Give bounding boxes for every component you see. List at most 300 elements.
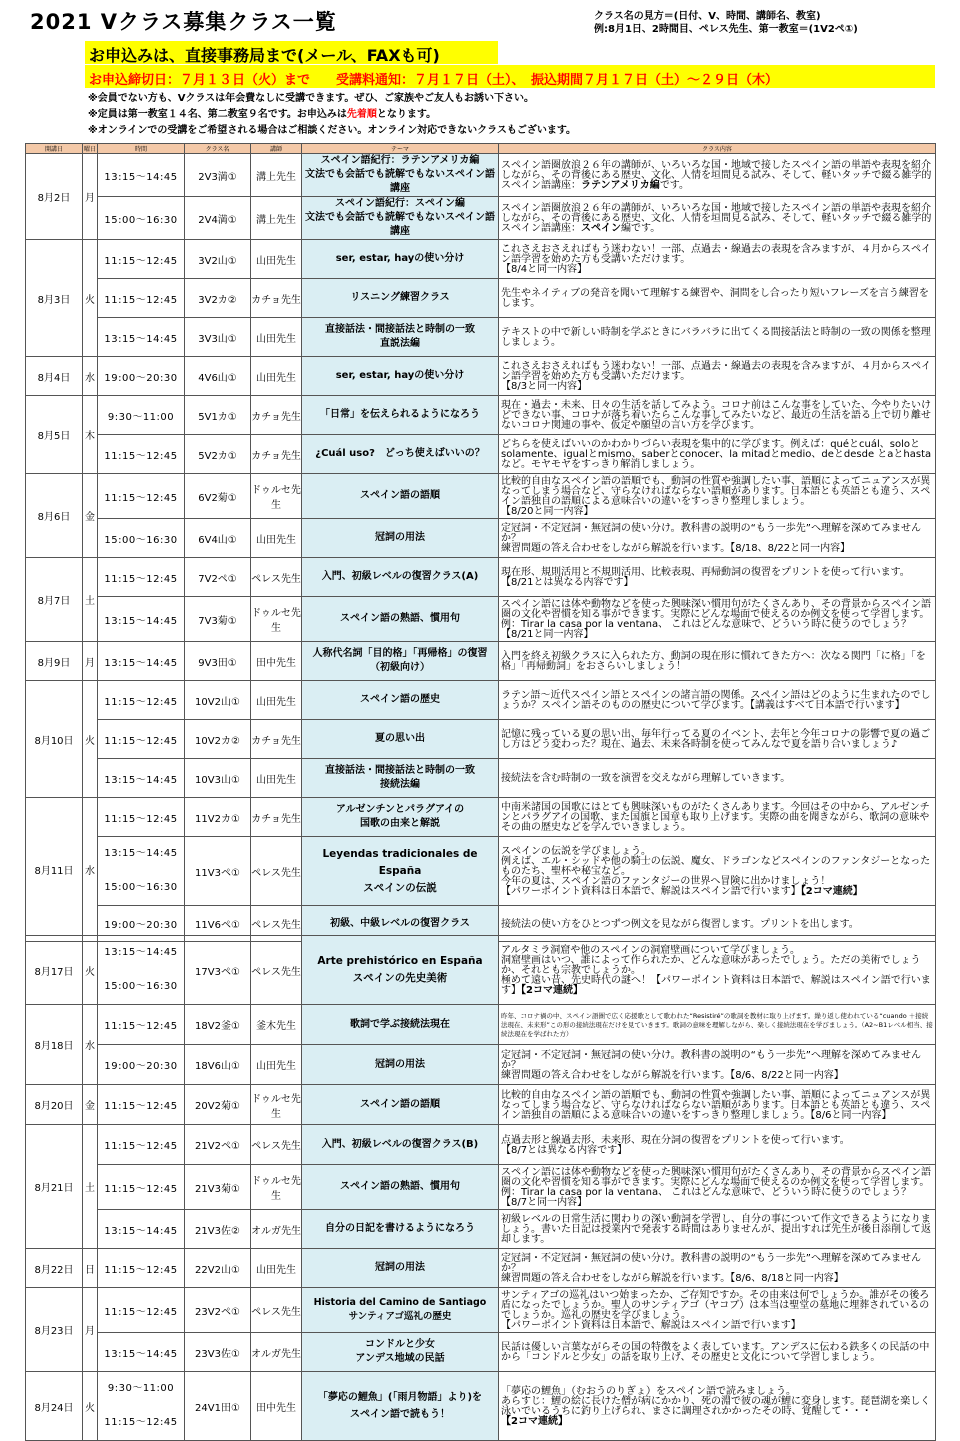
theme-line: 人称代名詞「目的格」「再帰格」の復習 <box>312 648 488 659</box>
description-emphasis: ラテンアメリカ編 <box>581 180 660 191</box>
theme-cell: スペイン語の語順 <box>302 1085 499 1125</box>
theme-cell <box>302 154 499 197</box>
theme-cell <box>302 936 499 1005</box>
teacher-cell: 釜木先生 <box>251 1005 302 1045</box>
description-note: 【パワーポイント資料は日本語で、解説はスペイン語で行います】 <box>501 1320 801 1331</box>
description-cell <box>499 936 936 1005</box>
note-line <box>88 107 576 123</box>
teacher-cell: カチョ先生 <box>251 720 302 759</box>
time-cell: 11:15～12:45 <box>98 798 185 837</box>
weekday-cell: 火 <box>83 681 98 798</box>
class-name-cell: 24V1田① <box>185 1372 251 1441</box>
description-cell <box>499 240 936 279</box>
teacher-cell: 溝上先生 <box>251 154 302 197</box>
description-text: 「夢応の鯉魚」（むおうのりぎょ）をスペイン語で読みましょう。 <box>501 1386 796 1397</box>
date-cell: 8月2日 <box>26 154 83 240</box>
table-row <box>26 1005 936 1045</box>
table-row <box>26 357 936 396</box>
class-name-cell: 11V2カ① <box>185 798 251 837</box>
theme-line: Arte prehistórico en España <box>317 955 483 967</box>
description-cell: 記憶に残っている夏の思い出、毎年行ってる夏のイベント、去年と今年コロナの影響で夏の過ごし方はどう変わった？現在、過去、未来各時制を使ってみんなで夏を語り合いましょう♪ <box>499 720 936 759</box>
description-text: 比較的自由なスペイン語の語順でも、動詞の性質や強調したい事、語順によってニュアンスが異なってしまう場合など、守らなければならない語順があります。日本語とも英語とも違う、スペイン語独自の語順による意味合いの違いをすっきり整理しましょう。 <box>501 1089 931 1121</box>
theme-cell: ¿Cuál uso? どっち使えばいいの？ <box>302 435 499 474</box>
description-note: 【8/18、8/22と同一内容】 <box>730 543 851 554</box>
description-text: 例えば、エル・シッドや他の騎士の伝説、魔女、ドラゴンなどスペインのファンタジーとなったものたち、聖杯や秘宝など。 <box>501 856 931 877</box>
description-cell <box>499 1045 936 1085</box>
table-row <box>26 597 936 642</box>
class-name-cell: 6V2菊① <box>185 474 251 519</box>
teacher-cell: 山田先生 <box>251 519 302 558</box>
description-text <box>501 976 933 996</box>
column-header: 開講日 <box>26 144 83 154</box>
time-cell: 11:15～12:45 <box>98 474 185 519</box>
theme-cell <box>302 197 499 240</box>
description-cell: 昨年、コロナ禍の中、スペイン語圏で広く応援歌として歌われた“Resistiré”の歌詞を教材に取り上げます。繰り返し使われている“cuando ＋接続法現在、未来形”この形の接続法現在だけを見ていきます。歌詞の意味を理解しながら、楽しく接続法現在を学びましょう。（A2~B1レベル相当、接続法現在を学ばれた方） <box>499 1005 936 1045</box>
theme-cell: 冠詞の用法 <box>302 519 499 558</box>
table-row <box>26 759 936 798</box>
class-name-cell: 21V3菊① <box>185 1165 251 1210</box>
table-row <box>26 1085 936 1125</box>
time-cell <box>98 837 185 906</box>
description-note: 【8/6、8/18と同一内容】 <box>730 1273 844 1284</box>
class-name-cell: 2V4満① <box>185 197 251 240</box>
theme-cell: 入門、初級レベルの復習クラス(A) <box>302 558 499 597</box>
time-cell: 13:15～14:45 <box>98 759 185 798</box>
description-text: 現在形、規則活用と不規則活用、比較表現、再帰動詞の復習をプリントを使って行います。 <box>501 567 910 578</box>
description-note: 【8/3と同一内容】 <box>501 381 588 392</box>
teacher-cell: 山田先生 <box>251 759 302 798</box>
time-cell: 11:15～12:45 <box>98 240 185 279</box>
time-cell: 13:15～14:45 <box>98 1333 185 1372</box>
deadline-banner: お申込締切日：７月１３日（火）まで 受講料通知：７月１７日（土）、 振込期間７月１７日（土）～２９日（木） <box>85 65 935 88</box>
legend-line: クラス名の見方＝(日付、V、時間、講師名、教室) <box>594 11 821 22</box>
description-cell: 接続法を含む時制の一致を演習を交えながら理解していきます。 <box>499 759 936 798</box>
time-cell: 11:15～12:45 <box>98 558 185 597</box>
teacher-cell: 田中先生 <box>251 1372 302 1441</box>
description-note: 【8/21とは異なる内容です】 <box>501 577 634 588</box>
description-text: スペインの伝説を学びましょう。 <box>501 846 651 857</box>
table-row <box>26 279 936 318</box>
teacher-cell: ドゥルセ先生 <box>251 597 302 642</box>
description-note <box>501 887 933 897</box>
description-cell <box>499 519 936 558</box>
weekday-cell: 土 <box>83 1125 98 1249</box>
teacher-cell: カチョ先生 <box>251 435 302 474</box>
time-cell: 13:15～14:45 <box>98 318 185 357</box>
teacher-cell: ペレス先生 <box>251 1125 302 1165</box>
description-cell <box>499 1372 936 1441</box>
time-cell: 11:15～12:45 <box>98 279 185 318</box>
description-cell: どちらを使えばいいのかわかりづらい表現を集中的に学びます。例えば：quéとcuál、soloとsolamente、igualとmismo、saberとconocer、la mitadとmedio、deとdesde とaとhasta など。モヤモヤをすっきり解消しましょう。 <box>499 435 936 474</box>
teacher-cell: ペレス先生 <box>251 558 302 597</box>
theme-cell <box>302 1288 499 1333</box>
weekday-cell: 土 <box>83 558 98 642</box>
table-row <box>26 240 936 279</box>
date-cell: 8月23日 <box>26 1288 83 1372</box>
table-row <box>26 435 936 474</box>
class-name-cell: 23V3佐① <box>185 1333 251 1372</box>
time-cell: 9:30～11:00 <box>98 396 185 435</box>
time-cell: 11:15～12:45 <box>98 1125 185 1165</box>
description-cell <box>499 558 936 597</box>
date-cell: 8月5日 <box>26 396 83 474</box>
table-row <box>26 837 936 906</box>
time-cell <box>98 1372 185 1441</box>
date-cell: 8月7日 <box>26 558 83 642</box>
description-text: スペイン語には体や動物などを使った興味深い慣用句がたくさんあり、その背景からスペイン語圏の文化や習慣を知る事ができます。実際にどんな場面で使えるのか例文を使って学習します。例：Tirar la casa por la ventana、 これはどんな意味で、どういう時に使うのでしょう？ <box>501 599 931 630</box>
apply-banner: お申込みは、直接事務局まで(メール、FAXも可) <box>85 41 498 64</box>
description-note: 【8/20と同一内容】 <box>501 506 594 517</box>
time-cell: 13:15～14:45 <box>98 1210 185 1249</box>
time-cell: 11:15～12:45 <box>98 1249 185 1288</box>
table-row <box>26 318 936 357</box>
table-row <box>26 1288 936 1333</box>
column-header: 時間 <box>98 144 185 154</box>
date-cell: 8月22日 <box>26 1249 83 1288</box>
time-cell: 19:00～20:30 <box>98 1045 185 1085</box>
time-cell <box>98 936 185 1005</box>
theme-cell: ser, estar, hayの使い分け <box>302 357 499 396</box>
description-emphasis: 【2コマ連続】 <box>521 985 583 996</box>
description-text: 定冠詞・不定冠詞・無冠詞の使い分け。教科書の説明の“もう一歩先”へ理解を深めてみませんか？ <box>501 523 921 544</box>
table-row <box>26 1333 936 1372</box>
weekday-cell: 金 <box>83 474 98 558</box>
note-line: ※オンラインでの受講をご希望される場合はご相談ください。オンライン対応できないクラスもございます。 <box>88 125 577 136</box>
description-cell <box>499 197 936 240</box>
time-cell: 11:15～12:45 <box>98 435 185 474</box>
theme-line: 直接話法・間接話法と時制の一致 <box>325 765 475 776</box>
theme-line: コンドルと少女 <box>365 1339 435 1350</box>
theme-line: アルゼンチンとパラグアイの <box>335 804 465 815</box>
class-name-legend <box>594 10 858 36</box>
table-row <box>26 154 936 197</box>
teacher-cell: 山田先生 <box>251 1249 302 1288</box>
class-name-cell: 11V6ペ① <box>185 906 251 942</box>
note-text: となります。 <box>376 109 437 120</box>
description-cell: 接続法の使い方をひとつずつ例文を見ながら復習します。プリントを出します。 <box>499 906 936 942</box>
table-header-row <box>26 144 936 154</box>
description-cell <box>499 1085 936 1125</box>
class-name-cell: 21V2ペ① <box>185 1125 251 1165</box>
date-cell: 8月6日 <box>26 474 83 558</box>
description-text: サンティアゴの巡礼はいつ始まったか、ご存知ですか。その由来は何でしょうか。誰がその後ろ盾になったでしょうか。聖人のサンティアゴ（ヤコブ）は本当は聖堂の墓地に埋葬されているのでしょうか。巡礼の歴史を学びましょう。 <box>501 1290 930 1321</box>
description-cell: テキストの中で新しい時制を学ぶときにバラバラに出てくる間接話法と時制の一致の関係を整理しましょう。 <box>499 318 936 357</box>
theme-line: 「夢応の鯉魚」(「雨月物語」より)を <box>317 1392 483 1403</box>
theme-line: 国歌の由来と解説 <box>360 818 440 829</box>
weekday-cell: 水 <box>83 357 98 396</box>
teacher-cell: ペレス先生 <box>251 936 302 1005</box>
theme-cell: スペイン語の語順 <box>302 474 499 519</box>
description-text: 極めて遠い昔、先史時代の謎へ！【パワーポイント資料は日本語で、解説はスペイン語で行います】 <box>501 975 931 996</box>
theme-line: アンデス地域の民話 <box>355 1353 445 1364</box>
description-note: 【8/7と同一内容】 <box>501 1197 588 1208</box>
description-cell <box>499 357 936 396</box>
time-cell: 13:15～14:45 <box>98 642 185 681</box>
description-emphasis: 【2コマ連続】 <box>501 1416 568 1427</box>
description-cell: 先生やネイティブの発音を聞いて理解する練習や、洞問をし合ったり短いフレーズを言う練習をします。 <box>499 279 936 318</box>
description-cell <box>499 1288 936 1333</box>
theme-line: Historia del Camino de Santiago <box>313 1297 487 1308</box>
table-row <box>26 1165 936 1210</box>
table-row <box>26 1045 936 1085</box>
note-line: ※会員でない方も、Vクラスは年会費なしに受講できます。ぜひ、ご家族やご友人もお誘い下さい。 <box>88 93 534 104</box>
teacher-cell: ペレス先生 <box>251 906 302 942</box>
description-cell: 初級レベルの日常生活に関わりの深い動詞を学習し、自分の事について作文できるようになりましょう。書いた日記は授業内で発表する時間はありませんが、提出すれば先生が後日添削して返却します。 <box>499 1210 936 1249</box>
description-note: 【8/7とは異なる内容です】 <box>501 1144 628 1156</box>
theme-cell <box>302 798 499 837</box>
theme-cell: 冠詞の用法 <box>302 1249 499 1288</box>
theme-line: スペイン語紀行：スペイン編 <box>335 198 465 209</box>
weekday-cell: 火 <box>83 936 98 1005</box>
time-cell: 11:15～12:45 <box>98 681 185 720</box>
date-cell: 8月18日 <box>26 1005 83 1085</box>
table-row <box>26 642 936 681</box>
weekday-cell: 日 <box>83 1249 98 1288</box>
description-emphasis: スペイン <box>581 223 621 234</box>
time-line: 13:15～14:45 <box>104 947 178 958</box>
class-name-cell: 9V3田① <box>185 642 251 681</box>
description-text <box>501 1071 933 1081</box>
description-cell <box>499 837 936 906</box>
column-header: 曜日 <box>83 144 98 154</box>
teacher-cell: 山田先生 <box>251 681 302 720</box>
table-row <box>26 1125 936 1165</box>
weekday-cell: 月 <box>83 1288 98 1372</box>
description-cell <box>499 474 936 519</box>
legend-example: 例:8月1日、2時間目、ペレス先生、第一教室＝(1V2ペ①) <box>594 24 858 35</box>
theme-line: 接続法編 <box>380 779 420 790</box>
theme-line: スペインの先史美術 <box>352 972 448 984</box>
theme-cell: スペイン語の熟語、慣用句 <box>302 1165 499 1210</box>
page-title: 2021 Vクラス募集クラス一覧 <box>30 10 337 34</box>
theme-cell: スペイン語の歴史 <box>302 681 499 720</box>
description-text <box>501 1274 933 1284</box>
table-row <box>26 720 936 759</box>
description-text <box>501 544 933 554</box>
teacher-cell: オルガ先生 <box>251 1333 302 1372</box>
class-name-cell: 5V1カ① <box>185 396 251 435</box>
date-cell: 8月17日 <box>26 936 83 1005</box>
teacher-cell: 山田先生 <box>251 240 302 279</box>
weekday-cell: 月 <box>83 154 98 240</box>
class-name-cell: 18V6山① <box>185 1045 251 1085</box>
table-row <box>26 681 936 720</box>
weekday-cell: 水 <box>83 1005 98 1085</box>
description-text: 比較的自由なスペイン語の語順でも、動詞の性質や強調したい事、語順によってニュアンスが異なってしまう場合など、守らなければならない語順があります。日本語とも英語とも違う、スペイン語独自の語順による意味合いの違いをすっきり整理しましょう。 <box>501 476 931 507</box>
note-text: ※定員は第一教室１４名、第二教室９名です。お申込みは <box>88 109 347 120</box>
column-header: クラス内容 <box>499 144 936 154</box>
description-emphasis: 【2コマ連続】 <box>800 886 863 897</box>
class-name-cell: 18V2釜① <box>185 1005 251 1045</box>
class-name-cell: 23V2ペ① <box>185 1288 251 1333</box>
theme-cell: 入門、初級レベルの復習クラス(B) <box>302 1125 499 1165</box>
date-cell: 8月11日 <box>26 798 83 942</box>
description-text: スペイン語には体や動物などを使った興味深い慣用句がたくさんあり、その背景からスペイン語圏の文化や習慣を知る事ができます。実際にどんな場面で使えるのか例文を使って学習します。例：Tirar la casa por la ventana、 これはどんな意味で、どういう時に使うのでしょう？ <box>501 1167 931 1198</box>
time-cell: 11:15～12:45 <box>98 720 185 759</box>
time-line: 15:00～16:30 <box>104 882 178 893</box>
theme-cell <box>302 759 499 798</box>
description-cell: 民話は優しい言葉ながらその国の特徴をよく表しています。アンデスに伝わる鉄多くの民話の中から「コンドルと少女」の話を取り上げ、その歴史と文化について学習しましょう。 <box>499 1333 936 1372</box>
date-cell: 8月20日 <box>26 1085 83 1125</box>
class-name-cell: 10V2山① <box>185 681 251 720</box>
weekday-cell: 月 <box>83 642 98 681</box>
teacher-cell: 田中先生 <box>251 642 302 681</box>
time-cell: 13:15～14:45 <box>98 154 185 197</box>
theme-cell: 夏の思い出 <box>302 720 499 759</box>
description-text: です。 <box>659 180 690 191</box>
description-cell <box>499 1249 936 1288</box>
theme-cell: スペイン語の熟語、慣用句 <box>302 597 499 642</box>
theme-line: 直説法編 <box>380 338 420 349</box>
time-cell: 19:00～20:30 <box>98 906 185 942</box>
description-text: これさえおさえればもう迷わない！一部、点過去・線過去の表現を含みますが、４月からスペイン語学習を始めた方も受講いただけます。 <box>501 244 931 265</box>
theme-cell: 冠詞の用法 <box>302 1045 499 1085</box>
time-cell: 15:00～16:30 <box>98 519 185 558</box>
class-name-cell: 20V2菊① <box>185 1085 251 1125</box>
description-text: 編です。 <box>621 223 661 234</box>
description-cell <box>499 1125 936 1165</box>
description-text: スペイン語圏放浪２６年の講師が、いろいろな国・地域で接したスペイン語の単語や表現を紹介しながら、その背後にある歴史、文化、人情を垣間見る試み、そして、軽いタッチで綴る雑学的スペイン語講座： <box>501 160 932 191</box>
description-note: 【8/6、8/22と同一内容】 <box>730 1069 844 1081</box>
time-cell: 13:15～14:45 <box>98 597 185 642</box>
time-cell: 11:15～12:45 <box>98 1085 185 1125</box>
class-name-cell: 3V2カ② <box>185 279 251 318</box>
teacher-cell: ドゥルセ先生 <box>251 1165 302 1210</box>
theme-cell: 自分の日記を書けるようになろう <box>302 1210 499 1249</box>
date-cell: 8月10日 <box>26 681 83 798</box>
teacher-cell: 山田先生 <box>251 357 302 396</box>
description-text: 練習問題の答え合わせをしながら解説を行います。 <box>501 1069 731 1081</box>
description-cell: 現在・過去・未来、日々の生活を話してみよう。コロナ前はこんな事をしていた、今やりたいけどできない事、コロナが落ち着いたらこんな事してみたいなど、最近の生活を語る上で切り離せないコロナ関連の事や、仮定や願望の言い方を学びます。 <box>499 396 936 435</box>
class-name-cell: 7V2ペ① <box>185 558 251 597</box>
time-cell: 19:00～20:30 <box>98 357 185 396</box>
description-text: 練習問題の答え合わせをしながら解説を行います。 <box>501 543 731 554</box>
description-text: 今年の夏は、スペイン語のファンタジーの世界へ冒険に出かけましょう！ <box>501 876 831 887</box>
time-line: 11:15～12:45 <box>104 1417 178 1428</box>
class-name-cell: 7V3菊① <box>185 597 251 642</box>
time-cell: 11:15～12:45 <box>98 1288 185 1333</box>
theme-line: スペイン語紀行：ラテンアメリカ編 <box>320 155 480 166</box>
theme-line: Leyendas tradicionales de España <box>322 847 478 877</box>
class-name-cell: 10V2カ② <box>185 720 251 759</box>
description-cell <box>499 1165 936 1210</box>
schedule-table-2 <box>25 935 936 1441</box>
theme-line: 直接話法・間接話法と時制の一致 <box>325 324 475 335</box>
date-cell: 8月3日 <box>26 240 83 357</box>
teacher-cell: 溝上先生 <box>251 197 302 240</box>
theme-cell <box>302 837 499 906</box>
description-text: 定冠詞・不定冠詞・無冠詞の使い分け。教科書の説明の“もう一歩先”へ理解を深めてみませんか？ <box>501 1253 921 1274</box>
theme-cell: 歌詞で学ぶ接続法現在 <box>302 1005 499 1045</box>
class-name-cell: 4V6山① <box>185 357 251 396</box>
teacher-cell: ペレス先生 <box>251 1288 302 1333</box>
description-text: スペイン語圏放浪２６年の講師が、いろいろな国・地域で接したスペイン語の単語や表現を紹介しながら、その背後にある歴史、文化、人情を垣間見る試み、そして、軽いタッチで綴る雑学的スペイン語講座： <box>501 203 932 234</box>
schedule-table <box>25 143 936 942</box>
description-cell <box>499 154 936 197</box>
class-name-cell: 3V2山① <box>185 240 251 279</box>
theme-cell <box>302 642 499 681</box>
class-name-cell: 3V3山① <box>185 318 251 357</box>
theme-cell: 初級、中級レベルの復習クラス <box>302 906 499 942</box>
teacher-cell: 山田先生 <box>251 1045 302 1085</box>
table-row <box>26 798 936 837</box>
weekday-cell: 火 <box>83 1372 98 1441</box>
theme-cell: リスニング練習クラス <box>302 279 499 318</box>
theme-cell <box>302 318 499 357</box>
theme-cell <box>302 1333 499 1372</box>
column-header: 講師 <box>251 144 302 154</box>
table-row <box>26 396 936 435</box>
theme-line: （初級向け） <box>370 662 430 673</box>
table-row <box>26 197 936 240</box>
description-text: 洞窟壁画はいつ、誰によって作られたか、どんな意味があったでしょう。ただの美術でしょうか、それとも宗教でしょうか。 <box>501 955 921 976</box>
description-text: これさえおさえればもう迷わない！一部、点過去・線過去の表現を含みますが、４月からスペイン語学習を始めた方も受講いただけます。 <box>501 361 931 382</box>
theme-line: スペイン語で読もう！ <box>350 1409 450 1420</box>
description-text: 点過去形と線過去形、未来形、現在分詞の復習をプリントを使って行います。 <box>501 1134 850 1146</box>
theme-line: 文法でも会話でも読解でもないスペイン語講座 <box>305 212 495 237</box>
date-cell: 8月24日 <box>26 1372 83 1441</box>
date-cell: 8月9日 <box>26 642 83 681</box>
time-cell: 11:15～12:45 <box>98 1165 185 1210</box>
table-row <box>26 1210 936 1249</box>
theme-cell: 「日常」を伝えられるようになろう <box>302 396 499 435</box>
table-row <box>26 519 936 558</box>
teacher-cell: カチョ先生 <box>251 396 302 435</box>
notes <box>88 91 576 139</box>
teacher-cell: ペレス先生 <box>251 837 302 906</box>
table-row <box>26 1249 936 1288</box>
description-note: 【8/4と同一内容】 <box>501 264 588 275</box>
theme-cell: ser, estar, hayの使い分け <box>302 240 499 279</box>
description-cell: ラテン語～近代スペイン語とスペインの諸言語の関係。スペイン語はどのように生まれたのでしょうか？スペイン語そのものの歴史について学びます。【講義はすべて日本語で行います】 <box>499 681 936 720</box>
class-name-cell: 22V2山① <box>185 1249 251 1288</box>
class-name-cell: 21V3佐② <box>185 1210 251 1249</box>
weekday-cell: 金 <box>83 1085 98 1125</box>
date-cell: 8月4日 <box>26 357 83 396</box>
time-line: 9:30～11:00 <box>107 1383 175 1394</box>
column-header: クラス名 <box>185 144 251 154</box>
time-cell: 15:00～16:30 <box>98 197 185 240</box>
description-text: アルタミラ洞窟や他のスペインの洞窟壁画について学びましょう。 <box>501 945 800 956</box>
weekday-cell: 木 <box>83 396 98 474</box>
teacher-cell: ドゥルセ先生 <box>251 1085 302 1125</box>
theme-cell <box>302 1372 499 1441</box>
teacher-cell: オルガ先生 <box>251 1210 302 1249</box>
class-name-cell: 17V3ペ① <box>185 936 251 1005</box>
description-cell: 中南米諸国の国歌にはとても興味深いものがたくさんあります。今回はその中から、アルゼンチンとパラグアイの国歌、また国旗と国章も取り上げます。実際の曲を聞きながら、歌詞の意味やその曲の歴史などを学んでいきましょう。 <box>499 798 936 837</box>
description-cell: 入門を終え初級クラスに入られた方、動詞の現在形に慣れてきた方へ：次なる関門「に格」「を格」「再帰動詞」をおさらいしましょう！ <box>499 642 936 681</box>
table-row <box>26 474 936 519</box>
theme-line: 文法でも会話でも読解でもないスペイン語講座 <box>305 169 495 194</box>
description-text: あらすじ：鯉の絵に長けた僧が病にかかり、死の淵で彼の魂が鯉に変身します。琵琶湖を楽しく泳いでいるうちに釣り上げられ、まさに調理されかかったその時、覚醒して・・・ <box>501 1396 931 1417</box>
description-text: 【パワーポイント資料は日本語で、解説はスペイン語で行います】 <box>501 886 801 897</box>
description-note: 【8/21と同一内容】 <box>501 629 594 640</box>
description-text: 練習問題の答え合わせをしながら解説を行います。 <box>501 1273 731 1284</box>
teacher-cell: 山田先生 <box>251 318 302 357</box>
table-row <box>26 558 936 597</box>
class-name-cell: 11V3ペ① <box>185 837 251 906</box>
description-note <box>501 1417 933 1427</box>
class-name-cell: 10V3山① <box>185 759 251 798</box>
column-header: テーマ <box>302 144 499 154</box>
description-note: 【8/6と同一内容】 <box>810 1109 892 1121</box>
weekday-cell: 水 <box>83 798 98 942</box>
class-name-cell: 2V3満① <box>185 154 251 197</box>
description-cell <box>499 597 936 642</box>
class-name-cell: 6V4山① <box>185 519 251 558</box>
description-text: 定冠詞・不定冠詞・無冠詞の使い分け。教科書の説明の“もう一歩先”へ理解を深めてみませんか？ <box>501 1049 921 1071</box>
teacher-cell: カチョ先生 <box>251 798 302 837</box>
